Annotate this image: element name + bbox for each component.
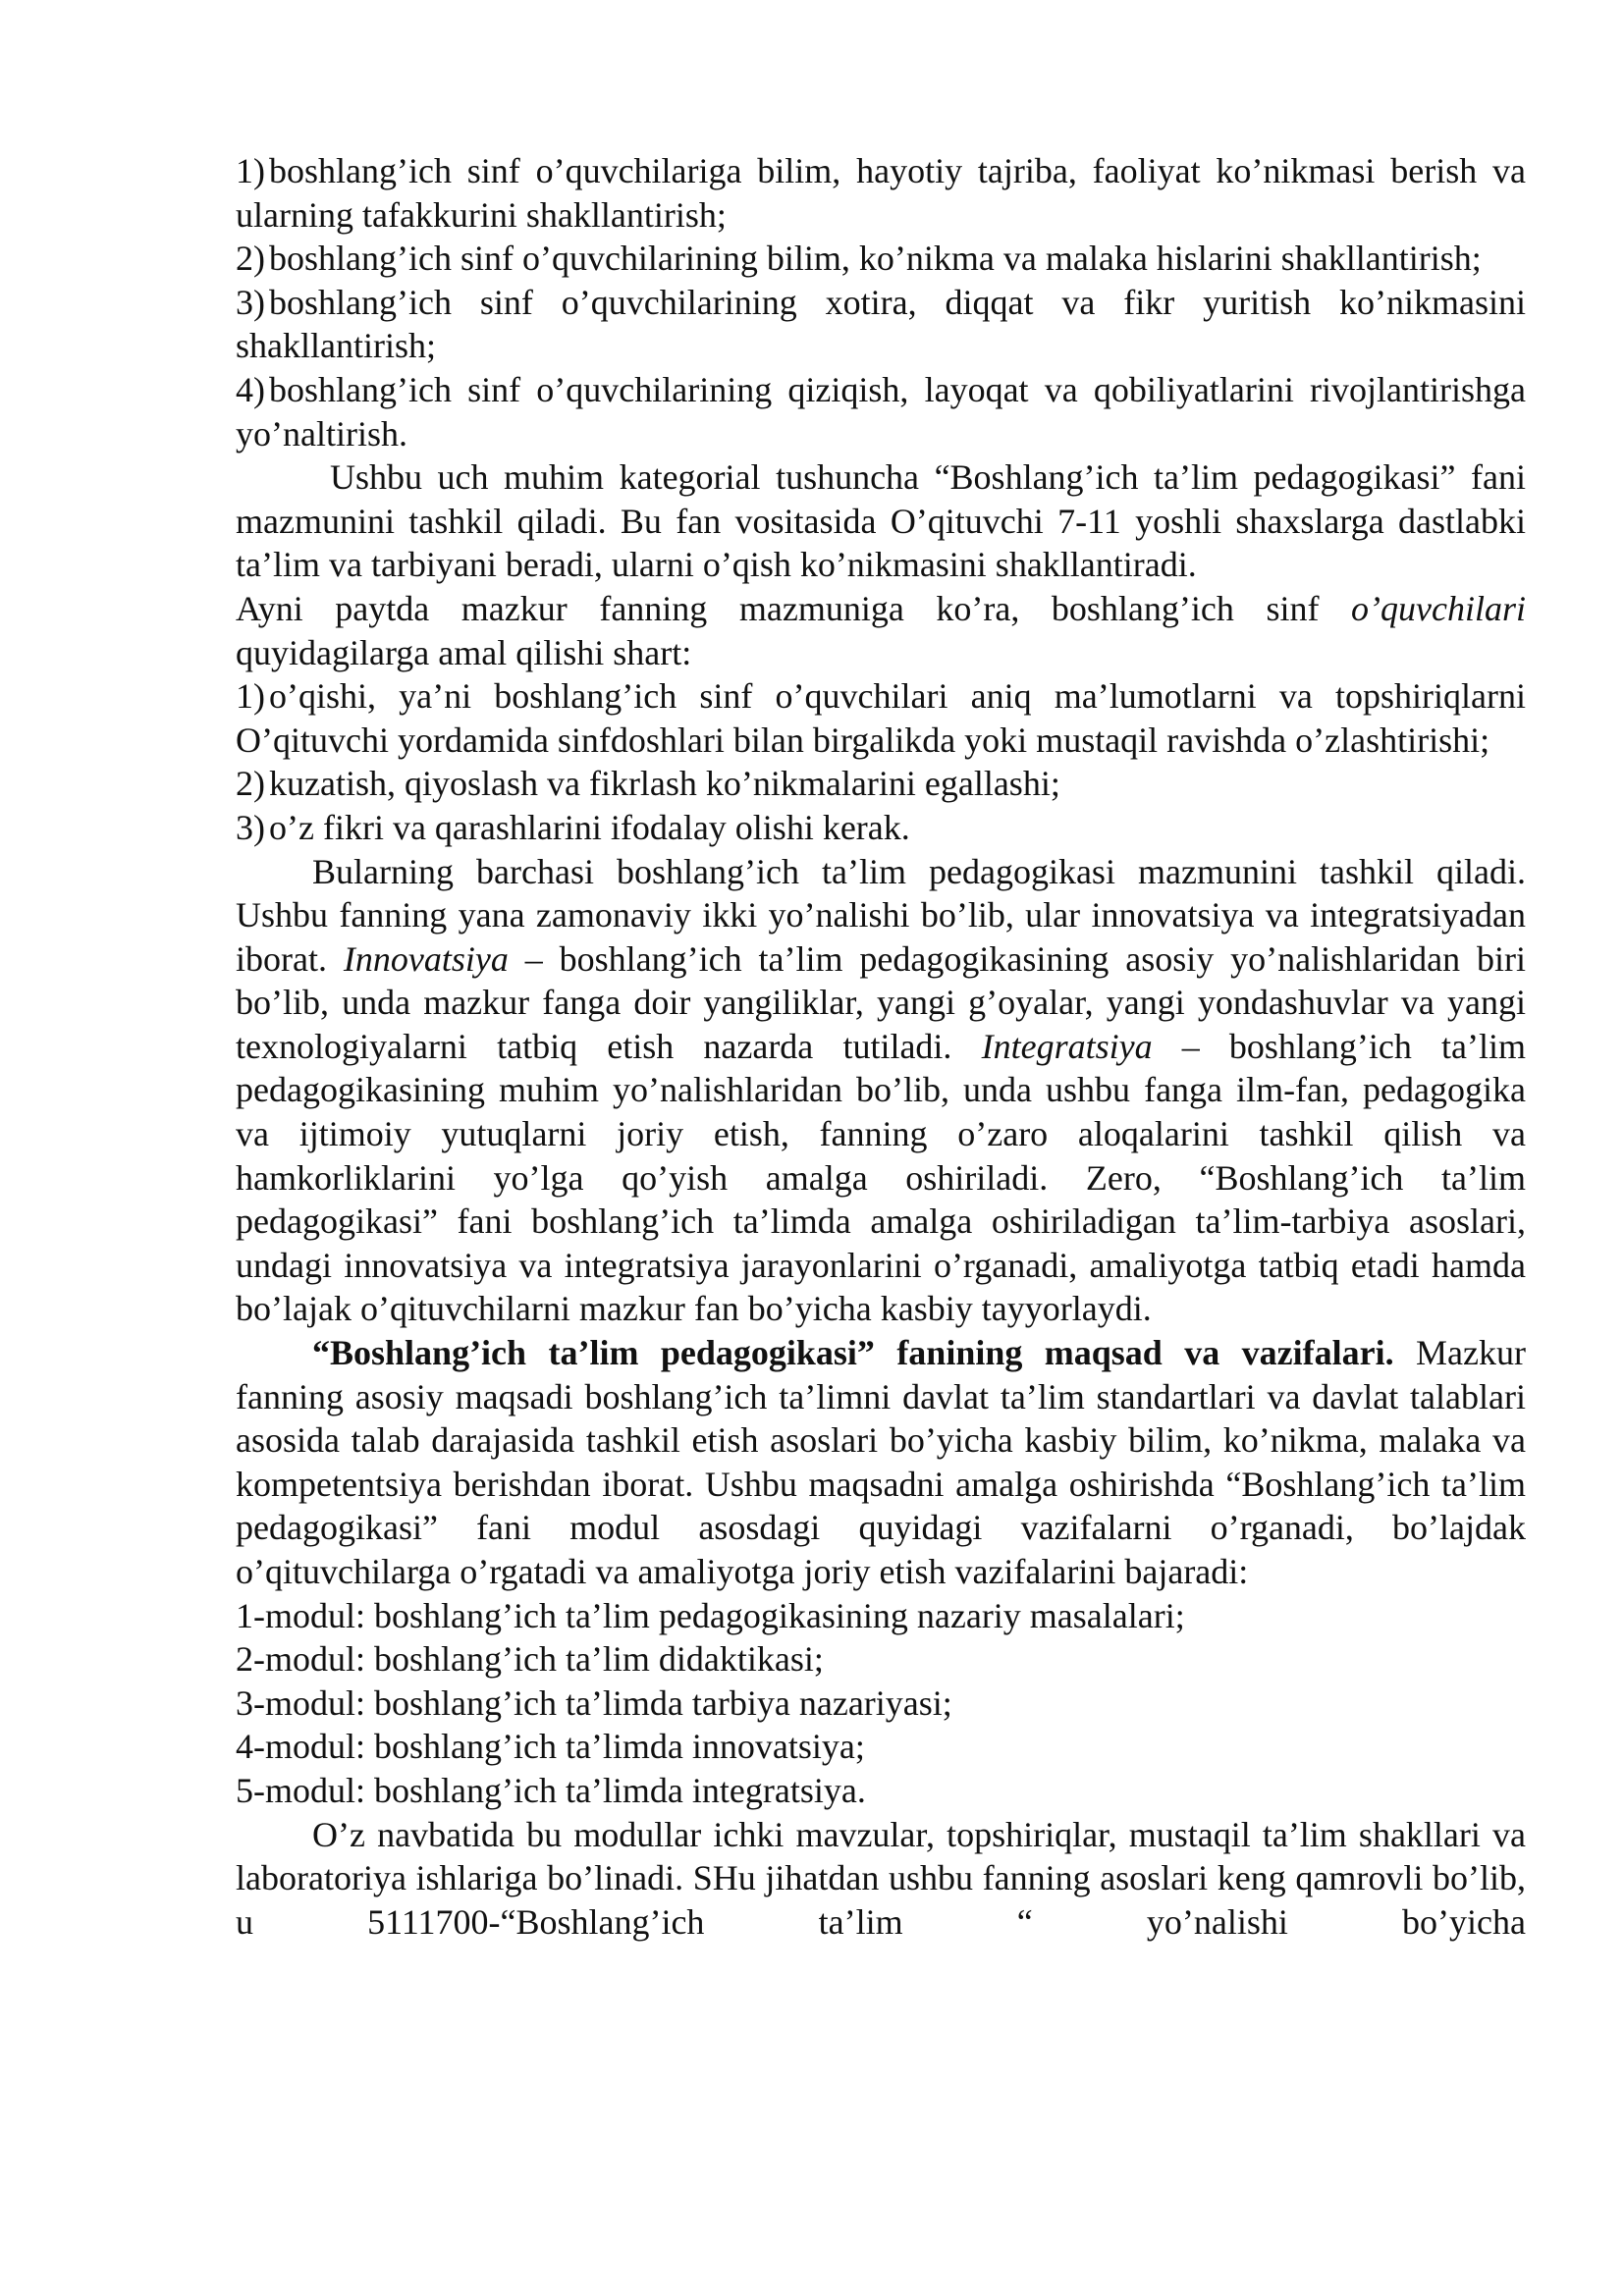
modules-list <box>236 1594 1526 1813</box>
list-item <box>236 149 1526 237</box>
paragraph-goals: “Boshlang’ich ta’lim pedagogikasi” fanining maqsad va vazifalari. Mazkur fanning asosiy maqsadi boshlang’ich ta’limni davlat ta’lim standartlari va davlat talablari asosida talab darajasida tashkil etish asoslari bo’yicha kasbiy bilim, ko’nikma, malaka va kompetentsiya berishdan iborat. Ushbu maqsadni amalga oshirishda “Boshlang’ich ta’lim pedagogikasi” fani modul asosdagi quyidagi vazifalarni o’rganadi, bo’lajdak o’qituvchilarga o’rgatadi va amaliyotga joriy etish vazifalarini bajaradi: <box>236 1333 1526 1591</box>
list-number: 3) <box>236 282 265 322</box>
list-text: o’z fikri va qarashlarini ifodalay olishi kerak. <box>269 807 910 847</box>
document-page <box>236 149 1526 1944</box>
requirements-list <box>236 674 1526 849</box>
section-heading: “Boshlang’ich ta’lim pedagogikasi” fanining maqsad va vazifalari. <box>312 1333 1394 1373</box>
paragraph-directions: Bularning barchasi boshlang’ich ta’lim pedagogikasi mazmunini tashkil qiladi. Ushbu fanning yana zamonaviy ikki yo’nalishi bo’lib, ular innovatsiya va integratsiyadan iborat. Innovatsiya – boshlang’ich ta’lim pedagogikasining asosiy yo’nalishlaridan biri bo’lib, unda mazkur fanga doir yangiliklar, yangi g’oyalar, yangi yondashuvlar va yangi texnologiyalarni tatbiq etish nazarda tutiladi. Integratsiya – boshlang’ich ta’lim pedagogikasining muhim yo’nalishlaridan bo’lib, unda ushbu fanga ilm-fan, pedagogika va ijtimoiy yutuqlarni joriy etish, fanning o’zaro aloqalarini tashkil qilish va hamkorliklarini yo’lga qo’yish amalga oshiriladi. Zero, “Boshlang’ich ta’lim pedagogikasi” fani boshlang’ich ta’limda amalga oshiriladigan ta’lim-tarbiya asoslari, undagi innovatsiya va integratsiya jarayonlarini o’rganadi, amaliyotga tatbiq etadi hamda bo’lajak o’qituvchilarni mazkur fan bo’yicha kasbiy tayyorlaydi. <box>236 851 1526 1329</box>
list-text: kuzatish, qiyoslash va fikrlash ko’nikmalarini egallashi; <box>269 764 1060 804</box>
module-item: 1-modul: boshlang’ich ta’lim pedagogikasining nazariy masalalari; <box>236 1595 1185 1635</box>
list-text-cont: shakllantirish; <box>1280 239 1482 279</box>
list-item <box>236 281 1526 368</box>
list-item <box>236 762 1526 806</box>
list-item <box>236 806 1526 850</box>
list-item <box>236 368 1526 455</box>
list-item <box>236 237 1526 281</box>
paragraph-categories: Ushbu uch muhim kategorial tushuncha “Boshlang’ich ta’lim pedagogikasi” fani mazmunini tashkil qiladi. Bu fan vositasida O’qituvchi 7-11 yoshli shaxslarga dastlabki ta’lim va tarbiyani beradi, ularni o’qish ko’nikmasini shakllantiradi. <box>236 457 1526 585</box>
list-text: o’qishi, ya’ni boshlang’ich sinf o’quvchilari aniq ma’lumotlarni va topshiriqlarni <box>269 676 1526 717</box>
list-text-cont: rivojlantirishga yo’naltirish. <box>236 369 1527 454</box>
list-number: 2) <box>236 764 265 804</box>
list-text: boshlang’ich sinf o’quvchilarining qiziqish, layoqat va qobiliyatlarini <box>269 369 1294 409</box>
module-item: 3-modul: boshlang’ich ta’limda tarbiya nazariyasi; <box>236 1682 952 1723</box>
list-text-cont: O’qituvchi yordamida sinfdoshlari bilan birgalikda yoki mustaqil ravishda o’zlashtirishi; <box>236 720 1490 760</box>
paragraph-modules-structure: O’z navbatida bu modullar ichki mavzular, topshiriqlar, mustaqil ta’lim shakllari va laboratoriya ishlariga bo’linadi. SHu jihatdan ushbu fanning asoslari keng qamrovli bo’lib, u 5111700-“Boshlang’ich ta’lim “ yo’nalishi bo’yicha <box>236 1814 1526 1942</box>
list-item <box>236 674 1526 762</box>
list-text-cont: va ularning tafakkurini shakllantirish; <box>236 151 1526 235</box>
paragraph-requirements: Ayni paytda mazkur fanning mazmuniga ko’ra, boshlang’ich sinf o’quvchilari quyidagilarga amal qilishi shart: <box>236 588 1526 672</box>
list-text: boshlang’ich sinf o’quvchilariga bilim, hayotiy tajriba, faoliyat ko’nikmasi berish <box>269 151 1478 190</box>
module-item: 2-modul: boshlang’ich ta’lim didaktikasi; <box>236 1639 824 1680</box>
list-number: 4) <box>236 369 265 409</box>
goals-list <box>236 149 1526 455</box>
list-number: 2) <box>236 239 265 279</box>
module-item: 4-modul: boshlang’ich ta’limda innovatsiya; <box>236 1727 865 1767</box>
list-text: boshlang’ich sinf o’quvchilarining bilim, ko’nikma va malaka hislarini <box>269 239 1272 279</box>
list-text: boshlang’ich sinf o’quvchilarining xotira, diqqat va fikr yuritish ko’nikmasini <box>269 282 1526 322</box>
list-number: 3) <box>236 807 265 847</box>
module-item: 5-modul: boshlang’ich ta’limda integratsiya. <box>236 1770 866 1810</box>
list-text-cont: shakllantirish; <box>236 326 436 366</box>
list-number: 1) <box>236 676 265 717</box>
list-number: 1) <box>236 151 265 190</box>
